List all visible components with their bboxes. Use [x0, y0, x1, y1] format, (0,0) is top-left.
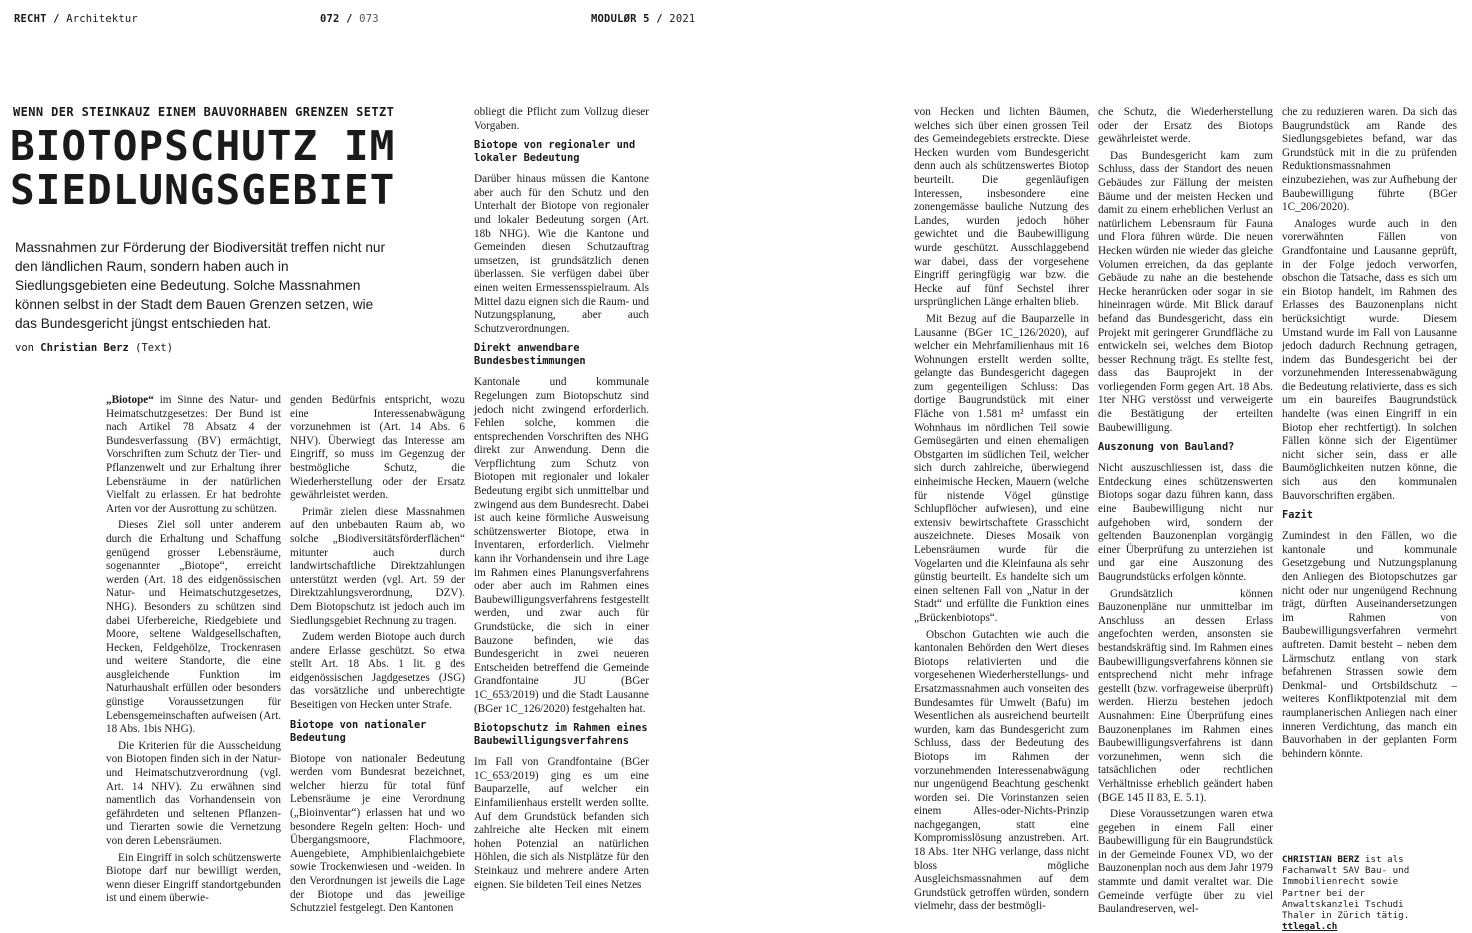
- paragraph: Kantonale und kommunale Regelungen zum Biotopschutz sind jedoch nicht zwingend erforderlich. Fehlen solche, kommen die entsprechenden Vorschriften des NHG direkt zur Anwendung. Denn die Verpflichtung zum Schutz von Biotopen mit regionaler und lokaler Bedeutung ergibt sich unmittelbar und zwingend aus dem Bundesrecht. Dabei ist auch keine förmliche Ausweisung schützenswerter Biotope, etwa in Inventaren, erforderlich. Vielmehr kann ihr Vorhandensein und ihre Lage im Rahmen eines Planungsverfahrens oder aber auch im Rahmen eines Baubewilligungsverfahrens festgestellt werden, und zwar auch für Grundstücke, die sich in einer Bauzone befinden, wie das Bundesgericht in zwei neueren Entscheiden betreffend die Gemeinde Grandfontaine JU (BGer 1C_653/2019) und die Stadt Lausanne (BGer 1C_126/2020) festgehalten hat.: [474, 376, 649, 715]
- section-heading: Biotopschutz im Rahmen eines Baubewilligungsverfahrens: [474, 722, 648, 748]
- paragraph: Obschon Gutachten wie auch die kantonalen Behörden den Wert dieses Biotops relativierten und die vorgesehenen Wiederherstellungs- und Ersatzmassnahmen auch vonseiten des Bundesamtes für Umwelt (Bafu) im Wesentlichen als ausreichend beurteilt wurden, kam das Bundesgericht zum Schluss, dass der Bedeutung des Biotops im Rahmen der vorzunehmenden Interessenabwägung nur ungenügend Beachtung geschenkt worden sei. Die Vorinstanzen seien einem Alles-oder-Nichts-Prinzip nachgegangen, statt eine Kompromisslösung anzustreben. Art. 18 Abs. 1ter NHG verlange, dass nicht bloss mögliche Ausgleichsmassnahmen auf dem Grundstück getroffen würden, sondern vielmehr, dass der bestmögli-: [914, 628, 1089, 913]
- author-bio: [1282, 854, 1442, 932]
- text-column-6: [1282, 106, 1457, 764]
- paragraph: Ein Eingriff in solch schützenswerte Biotope darf nur bewilligt werden, wenn dieser Eingriff standortgebunden ist und einem überwie-: [106, 851, 281, 905]
- paragraph: Zudem werden Biotope auch durch andere Erlasse geschützt. So etwa stellt Art. 18 Abs. 1 lit. g des eidgenössischen Jagdgesetzes (JSG) das vorsätzliche und unberechtigte Beseitigen von Hecken unter Strafe.: [290, 631, 465, 712]
- paragraph: Im Fall von Grandfontaine (BGer 1C_653/2019) ging es um eine Bauparzelle, auf welcher ein Einfamilienhaus erstellt werden sollte. Auf dem Grundstück befanden sich zahlreiche alte Hecken mit einem hohen Potenzial an natürlichen Höhlen, die sich als Nistplätze für den Steinkauz und mehrere andere Arten eignen. Sie bildeten Teil eines Netzes: [474, 756, 649, 891]
- section-heading: Auszonung von Bauland?: [1098, 441, 1235, 454]
- section-heading: Fazit: [1282, 509, 1313, 522]
- title-line-2: SIEDLUNGSGEBIET: [10, 166, 396, 214]
- magazine-name: MODULØR 5: [591, 13, 650, 25]
- paragraph: Dieses Ziel soll unter anderem durch die Erhaltung und Schaffung genügend grosser Lebensräume, sogenannter „Biotope“, erreicht werden (Art. 18 des eidgenössischen Natur- und Heimatschutzgesetzes, NHG). Besonders zu schützen sind dabei Uferbereiche, Riedgebiete und Moore, seltene Waldgesellschaften, Hecken, Feldgehölze, Trockenrasen und weitere Standorte, die eine ausgleichende Funktion im Naturhaushalt erfüllen oder besonders günstige Voraussetzungen für Lebensgemeinschaften aufweisen (Art. 18 Abs. 1bis NHG).: [106, 519, 281, 736]
- paragraph: obliegt die Pflicht zum Vollzug dieser Vorgaben.: [474, 106, 649, 132]
- page-number-separator: /: [346, 13, 353, 25]
- text-column-2: [290, 394, 465, 919]
- article-lead: Massnahmen zur Förderung der Biodiversität treffen nicht nur den ländlichen Raum, sondern haben auch in Siedlungsgebieten eine Bedeutung. Solche Massnahmen können selbst in der Stadt dem Bauen Grenzen setzen, wie das Bundesgericht jüngst entschieden hat.: [15, 240, 385, 331]
- paragraph: Analoges wurde auch in den vorerwähnten Fällen von Grandfontaine und Lausanne geprüft, in der Folge jedoch verworfen, obschon die Tatsache, dass es sich um ein Biotop handelt, im Rahmen des Erlasses des Bauzonenplans nicht berücksichtigt wurde. Diesem Umstand wurde im Fall von Lausanne jedoch dadurch Rechnung getragen, indem das Bundesgericht bei der vorzunehmenden Interessenabwägung die Bedeutung relativierte, dass es sich um ein baureifes Baugrundstück handelte (was einen Eingriff in ein Biotop eher rechtfertigt). In solchen Fällen könne sich der Eigentümer nicht sicher sein, dass er alle Baumöglichkeiten nutzen könne, die sich aus den kommunalen Bauvorschriften ergäben.: [1282, 217, 1457, 502]
- paragraph: Biotope von nationaler Bedeutung werden vom Bundesrat bezeichnet, welcher hierzu für total fünf Lebensräume je eine Verordnung („Bioinventar“) erlassen hat und wo besondere Regeln gelten: Hoch- und Übergangsmoore, Flachmoore, Auengebiete, Amphibienlaichgebiete sowie Trockenwiesen und -weiden. In den Verordnungen ist jeweils die Lage der Biotope und das jeweilige Schutzziel festgelegt. Den Kantonen: [290, 752, 465, 915]
- paragraph: Das Bundesgericht kam zum Schluss, dass der Standort des neuen Gebäudes zur Fällung der meisten Bäume und der meisten Hecken und damit zu einem erheblichen Verlust an natürlichem Lebensraum für Fauna und Flora führen würde. Die neuen Hecken würden nie wieder das gleiche Volumen erreichen, da das geplante Gebäude zu nahe an die bestehende Hecke heranrücken oder sogar in sie hineinragen würde. Mit Blick darauf befand das Bundesgericht, dass ein Projekt mit geringerer Grundfläche zu entwickeln sei, welches dem Biotop besser Rechnung trägt. Es stellte fest, dass das Bauprojekt in der vorliegenden Form gegen Art. 18 Abs. 1ter NHG verstösst und verweigerte die Bestätigung der erteilten Baubewilligung.: [1098, 149, 1273, 434]
- subsection-label: Architektur: [66, 13, 138, 25]
- author-name: CHRISTIAN BERZ: [1282, 854, 1360, 865]
- page-numbers: [320, 13, 379, 25]
- paragraph: Zumindest in den Fällen, wo die kantonale und kommunale Gesetzgebung und Nutzungsplanung den Anliegen des Biotopschutzes gar nicht oder nur ungenügend Rechnung trägt, dürften Auseinandersetzungen im Rahmen von Baubewilligungsverfahren vermehrt auftreten. Damit besteht – neben dem Lärmschutz entlang von stark befahrenen Strassen sowie dem Denkmal- und Ortsbildschutz – weiteres Konfliktpotenzial mit dem raumplanerischen Anliegen nach einer inneren Verdichtung, das manch ein Bauvorhaben in der geplanten Form behindern könnte.: [1282, 530, 1457, 760]
- paragraph: che zu reduzieren waren. Da sich das Baugrundstück am Rande des Siedlungsgebietes befand, war das Grundstück mit in die zu prüfenden Reduktionsmassnahmen einzubeziehen, was zur Aufhebung der Baubewilligung führte (BGer 1C_206/2020).: [1282, 106, 1457, 214]
- running-header-right: [591, 13, 695, 25]
- page-number-right: 073: [359, 13, 379, 25]
- text-column-3: [474, 106, 649, 895]
- paragraph: Grundsätzlich können Bauzonenpläne nur unmittelbar im Anschluss an dessen Erlass angefochten werden, ansonsten sie bestandskräftig sind. Im Rahmen eines Baubewilligungsverfahrens können sie entsprechend nicht mehr infrage gestellt (bzw. vorfrageweise überprüft) werden. Hierzu bestehen jedoch Ausnahmen: Eine Überprüfung eines Bauzonenplanes im Rahmen eines Baubewilligungsverfahrens ist dann vorzunehmen, wenn sich die tatsächlichen oder rechtlichen Verhältnisse erheblich geändert haben (BGE 145 II 83, E. 5.1).: [1098, 587, 1273, 804]
- byline-author: Christian Berz: [40, 342, 129, 354]
- paragraph: Die Kriterien für die Ausscheidung von Biotopen finden sich in der Natur- und Heimatschutzverordnung (vgl. Art. 14 NHV). Zu erwähnen sind namentlich das Vorhandensein von gefährdeten und seltenen Pflanzen- und Tierarten sowie die Vernetzung von deren Lebensräumen.: [106, 739, 281, 847]
- paragraph: Diese Voraussetzungen waren etwa gegeben in einem Fall einer Baubewilligung für ein Baugrundstück in der Gemeinde Founex VD, wo der Bauzonenplan noch aus dem Jahr 1979 stammte und damit veraltet war. Die Gemeinde verfügte über zu viel Baulandreserven, wel-: [1098, 808, 1273, 916]
- text-column-5: [1098, 106, 1273, 920]
- paragraph: genden Bedürfnis entspricht, wozu eine Interessenabwägung vorzunehmen ist (Art. 14 Abs. 6 NHV). Überwiegt das Interesse am Eingriff, so muss im Gegenzug der bestmögliche Schutz, die Wiederherstellung oder der Ersatz gewährleistet werden.: [290, 394, 465, 502]
- paragraph: che Schutz, die Wiederherstellung oder der Ersatz des Biotops gewährleistet werde.: [1098, 106, 1273, 146]
- paragraph: von Hecken und lichten Bäumen, welches sich über einen grossen Teil des Gemeindegebiets erstreckte. Diese Hecken wurden vom Bundesgericht denn auch als schützenswertes Biotop beurteilt. Die gegenläufigen Interessen, insbesondere eine zonengemässe bauliche Nutzung des Landes, wurden jedoch höher gewichtet und die Baubewilligung wurde geschützt. Ausschlaggebend war dabei, dass der vorgesehene Eingriff geringfügig war bzw. die Hecke auf fünf Sechstel ihrer ursprünglichen Länge erhalten blieb.: [914, 106, 1089, 309]
- section-heading: Biotope von regionaler und lokaler Bedeutung: [474, 139, 636, 165]
- text-column-1: [106, 394, 281, 909]
- header-separator: /: [53, 13, 60, 25]
- page-number-left: 072: [320, 13, 340, 25]
- header-separator: /: [656, 13, 663, 25]
- text-column-4: [914, 106, 1089, 917]
- article-kicker: WENN DER STEINKAUZ EINEM BAUVORHABEN GRENZEN SETZT: [13, 105, 395, 119]
- paragraph: Mit Bezug auf die Bauparzelle in Lausanne (BGer 1C_126/2020), auf welcher ein Mehrfamilienhaus mit 16 Wohnungen erstellt werden sollte, gelangte das Bundesgericht dagegen zum gegenteiligen Schluss: Das dortige Baugrundstück mit einer Fläche von 1.581 m² umfasst ein Wohnhaus im nördlichen Teil sowie Gemüsegärten und einen ehemaligen Obstgarten im südlichen Teil, welcher sich durch zahlreiche, überwiegend einheimische Hecken, Mauern (welche für nistende Vögel günstige Schlupflöcher aufwiesen), und eine extensiv bewirtschaftete Grasschicht auszeichnete. Dieses Mosaik von Lebensräumen wurde für die Vogelarten und die Kleinfauna als sehr günstig beurteilt. Es handelte sich um einen seltenen Fall von „Natur in der Stadt“ und erfüllte die Funktion eines „Brückenbiotops“.: [914, 312, 1089, 624]
- section-label: RECHT: [14, 13, 47, 25]
- section-heading: Biotope von nationaler Bedeutung: [290, 718, 427, 744]
- paragraph: Nicht auszuschliessen ist, dass die Entdeckung eines schützenswerten Biotops sogar dazu führen kann, dass eine Baubewilligung nicht nur aufgehoben wird, sondern der geltenden Bauzonenplan vorgängig einer Überprüfung zu unterziehen ist und gar eine Auszonung des Baugrundstücks erfolgen könnte.: [1098, 462, 1273, 583]
- running-header-left: [14, 13, 138, 25]
- byline: [15, 342, 173, 354]
- issue-year: 2021: [669, 13, 696, 25]
- paragraph: Darüber hinaus müssen die Kantone aber auch für den Schutz und den Unterhalt der Biotope von regionaler und lokaler Bedeutung sorgen (Art. 18b NHG). Wie die Kantone und Gemeinden diesen Schutzauftrag umsetzen, ist grundsätzlich denen überlassen. Sie verfügen dabei über einen weiten Ermessensspielraum. Als Mittel dazu eignen sich die Raum- und Nutzungsplanung, aber auch Schutzverordnungen.: [474, 173, 649, 335]
- paragraph: Primär zielen diese Massnahmen auf den unbebauten Raum ab, wo solche „Biodiversitätsförderflächen“ mitunter auch durch landwirtschaftliche Direktzahlungen unterstützt werden (vgl. Art. 59 der Direktzahlungsverordnung, DZV). Dem Biotopschutz ist jedoch auch im Siedlungsgebiet Rechnung zu tragen.: [290, 505, 465, 627]
- byline-suffix: (Text): [135, 342, 174, 354]
- title-line-1: BIOTOPSCHUTZ IM: [10, 122, 396, 170]
- author-website-link[interactable]: ttlegal.ch: [1282, 921, 1338, 933]
- inline-bold: „Biotope“: [106, 394, 154, 406]
- section-heading: Direkt anwendbare Bundesbestimmungen: [474, 342, 586, 368]
- paragraph: [106, 394, 281, 516]
- author-bio-text: ist als Fachanwalt SAV Bau- und Immobilienrecht sowie Partner bei der Anwaltskanzlei Tschudi Thaler in Zürich tätig.: [1282, 854, 1410, 922]
- paragraph-text: im Sinne des Natur- und Heimatschutzgesetzes: Der Bund ist nach Artikel 78 Absatz 4 der Bundesverfassung (BV) ermächtigt, Vorschriften zum Schutz der Tier- und Pflanzenwelt und zur Erhaltung ihrer Lebensräume in der natürlichen Vielfalt zu erlassen. Er hat bedrohte Arten vor der Ausrottung zu schützen.: [106, 394, 281, 515]
- byline-prefix: von: [15, 342, 34, 354]
- article-title: [10, 124, 470, 212]
